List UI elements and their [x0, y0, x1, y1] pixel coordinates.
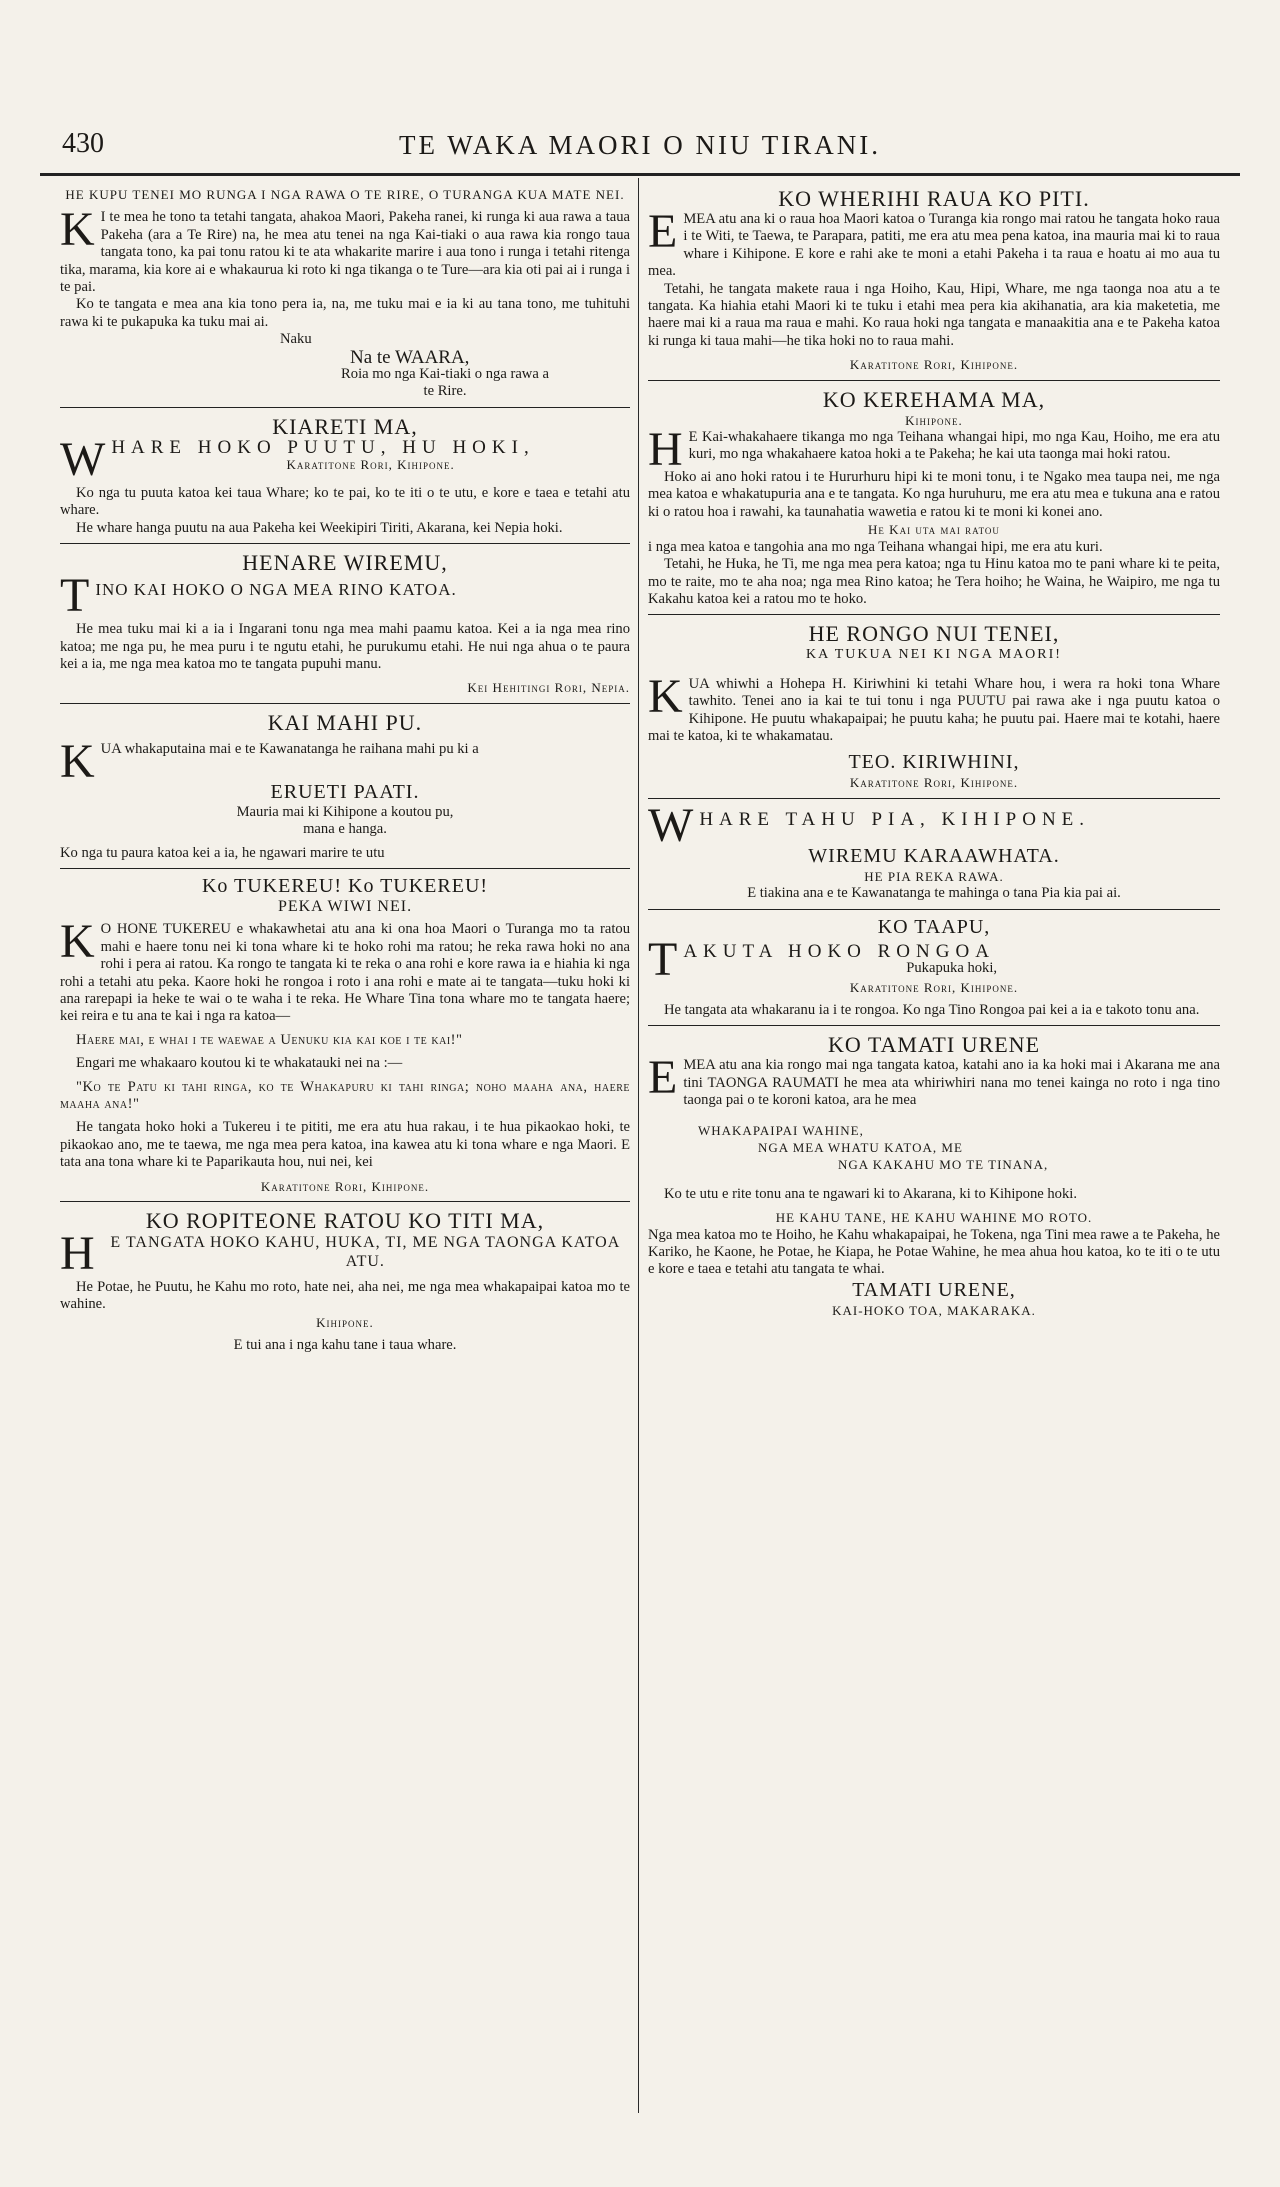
- ad-name: ERUETI PAATI.: [270, 780, 420, 803]
- drop-cap: W: [60, 438, 106, 479]
- page-number: 430: [62, 128, 104, 159]
- drop-cap: H: [648, 429, 683, 470]
- separator: [60, 543, 630, 544]
- ad-body: UA whiwhi a Hohepa H. Kiriwhini ki tetahi Whare hou, i wera ra hoki tona Whare tawhito. Tenei ano ia kai te tui tonu i nga PUUTU pai rawa ake i nga puutu katoa o Kihipone. He puutu whakapaipai; he puutu kaha; he puutu pai. Haere mai te kotahi, haere mai te katoa, ki te whakamatau.: [648, 675, 1220, 744]
- separator: [648, 798, 1220, 799]
- ad-title: HENARE WIREMU,: [242, 550, 448, 576]
- ad-body: He tangata ata whakaranu ia i te rongoa. Ko nga Tino Rongoa pai kei a ia e takoto tonu ana.: [664, 1001, 1200, 1018]
- ad-rire-notice: [60, 186, 630, 401]
- separator: [648, 1025, 1220, 1026]
- ad-henare-wiremu: [60, 550, 630, 697]
- ad-body: Ko te utu e rite tonu ana te ngawari ki to Akarana, ki to Kihipone hoki.: [664, 1185, 1077, 1202]
- ad-title: KO ROPITEONE RATOU KO TITI MA,: [145, 1208, 545, 1234]
- ad-title: KO KEREHAMA MA,: [822, 386, 1046, 412]
- ad-body: E Kai-whakahaere tikanga mo nga Teihana whangai hipi, mo nga Kau, Hoiho, me era atu kuri, mo nga whakahaere katoa hoki a te Pakeha; he kai uta taonga mai hoki ratou.: [688, 429, 1220, 463]
- separator: [60, 407, 630, 408]
- drop-cap: K: [60, 209, 95, 257]
- separator: [60, 703, 630, 704]
- ad-signature: Karatitone Rori, Kihipone.: [849, 775, 1019, 791]
- ad-subhead: HE KAHU TANE, HE KAHU WAHINE MO ROTO.: [775, 1210, 1093, 1226]
- separator: [60, 868, 630, 869]
- header-rule: [40, 173, 1240, 176]
- ad-subtitle: KA TUKUA NEI KI NGA MAORI!: [806, 647, 1062, 663]
- ad-signature: Karatitone Rori, Kihipone.: [849, 979, 1019, 995]
- ad-place: Karatitone Rori, Kihipone.: [286, 457, 455, 473]
- ad-quote: "Ko te Patu ki tahi ringa, ko te Whakapuru ki tahi ringa; noho maaha ana, haere maaha ana!": [60, 1078, 630, 1112]
- ad-title: KO WHERIHI RAUA KO PITI.: [778, 186, 1090, 211]
- ad-signatory: Na te WAARA,: [350, 346, 470, 368]
- ad-subtitle: INO KAI HOKO O NGA MEA RINO KATOA.: [95, 580, 457, 600]
- ad-body: O HONE TUKEREU e whakawhetai atu ana ki ona hoa Maori o Turanga mo ta ratou mahi e haere tonu nei ki tona whare ki te hoko rohi ma ratou; he reka rawa hoki no ana rohi i pera ai ratou. Ka rongo te tangata ki te reka o ana rohi e kore rawa ia e hiahia ki nga rohi a tetahi atu peka. Kaore hoki he rongoa i roto i ana rohi e mate ai te tangata—tuku hoki ki ana rarepapi ia heke te wai o te waha i te reka. He Whare Tina tona whare mo te tangata haere; kei reira e tu ana te kai i nga ra katoa—: [60, 921, 630, 1025]
- ad-title: Ko TUKEREU! Ko TUKEREU!: [201, 874, 489, 897]
- ad-body: i nga mea katoa e tangohia ana mo nga Teihana whangai hipi, me era atu kuri.: [648, 538, 1103, 555]
- ad-from: Naku: [280, 331, 312, 348]
- ad-body: MEA atu ana kia rongo mai nga tangata katoa, katahi ano ia ka hoki mai i Akarana me ana tini TAONGA RAUMATI he mea ata whiriwhiri nana mo tenei kainga no roto i nga tino taonga pai o te koroni katoa, ara he mea: [683, 1057, 1220, 1109]
- drop-cap: T: [648, 938, 678, 979]
- ad-body: Ko nga tu paura katoa kei a ia, he ngawari marire te utu: [60, 844, 385, 861]
- ad-whare-tahu-pia: [648, 805, 1220, 903]
- ad-subhead: He Kai uta mai ratou: [868, 522, 1000, 538]
- ad-list-item: NGA MEA WHATU KATOA, ME: [758, 1140, 963, 1155]
- separator: [648, 909, 1220, 910]
- ad-body: Nga mea katoa mo te Hoiho, he Kahu whakapaipai, he Tokena, nga Tini mea rawe a te Pakeha, he Kariko, he Kaone, he Potae, he Kiapa, he Potae Wahine, he mea ahua hou katoa, ko te iti o te utu e kore e taea e tetahi atu tangata te whai.: [648, 1226, 1220, 1278]
- ad-kerehama: [648, 387, 1220, 609]
- drop-cap: T: [60, 575, 90, 616]
- ad-body: Hoko ai ano hoki ratou i te Hururhuru hipi ki te moni tonu, i te Ngako mea taupa nei, me nga mea katoa e whakatupuria ana e te tangata. Ko nga huruhuru, me era atu mea e tukuna ana e ratou ki o ratou hoa i rawahi, ka taunahatia wawetia e ratou ki te moni ki konei ano.: [648, 469, 1220, 520]
- ad-body: Ko te tangata e mea ana kia tono pera ia, na, me tuku mai e ia ki au tana tono, me tuhituhi rawa ki te pukapuka ka tuku mai ai.: [60, 296, 630, 330]
- ad-title: HARE TAHU PIA, KIHIPONE.: [699, 808, 1091, 830]
- ad-signature: Karatitone Rori, Kihipone.: [849, 357, 1019, 373]
- column-divider: [638, 178, 639, 2113]
- ad-rongo-nui: [648, 621, 1220, 791]
- ad-signature: KAI-HOKO TOA, MAKARAKA.: [832, 1302, 1036, 1318]
- ad-title: HE RONGO NUI TENEI,: [808, 621, 1060, 647]
- drop-cap: K: [648, 675, 683, 723]
- ad-body: He Potae, he Puutu, he Kahu mo roto, hate nei, aha nei, me nga mea whakapaipai katoa mo te wahine.: [60, 1279, 630, 1313]
- ad-body: Engari me whakaaro koutou ki te whakatauki nei na :—: [76, 1055, 403, 1072]
- separator: [648, 380, 1220, 381]
- ad-body: UA whakaputaina mai e te Kawanatanga he raihana mahi pu ki a: [100, 740, 479, 757]
- ad-body: I te mea he tono ta tetahi tangata, ahakoa Maori, Pakeha ranei, ki runga ki aua rawa a taua Pakeha (ara a Te Rire) na, he mea atu tenei na nga Kai-tiaki o aua rawa kia rongo taua tangata tono, ka pai tonu ratou ki te ata whakarite marire i aua tono i runga i tetahi ritenga tika, marama, kia kore ai e whakaurua ki roto ki nga tikanga o te Ture—ara kia oti pai ai i runga i te pai.: [60, 209, 630, 296]
- ad-wherihi-piti: [648, 186, 1220, 374]
- left-column: [60, 186, 630, 2116]
- ad-kai-mahi-pu: [60, 710, 630, 862]
- ad-body: Tetahi, he Huka, he Ti, me nga mea pera katoa; nga tu Hinu katoa mo te pani whare ki te peita, mo te raite, mo te aha noa; nga mea Rino katoa; he Tera hoiho; he Waina, he Waipiro, me nga tu Kakahu katoa kei a ratou mo te hoko.: [648, 556, 1220, 607]
- ad-title: KO TAAPU,: [877, 915, 991, 938]
- ad-title: KIARETI MA,: [272, 413, 418, 439]
- page-title: TE WAKA MAORI O NIU TIRANI.: [399, 130, 881, 160]
- ad-role: Roia mo nga Kai-tiaki o nga rawa a te Rire.: [341, 366, 549, 400]
- page-header: [40, 128, 1240, 168]
- drop-cap: W: [648, 804, 694, 845]
- ad-body: MEA atu ana ki o raua hoa Maori katoa o Turanga kia rongo mai ratou he tangata hoko raua i te Witi, te Taewa, te Parapara, patiti, me era atu mea pena katoa, ina mauria mai ki to raua whare i Kihipone. E kore e rahi ake te moni a etahi Pakeha i ta raua e hoatu ai mo aua tu mea.: [648, 211, 1220, 280]
- ad-name: WIREMU KARAAWHATA.: [808, 844, 1060, 867]
- ad-ropiteone: [60, 1208, 630, 1355]
- ad-place: Kihipone.: [316, 1314, 374, 1330]
- ad-subhead: HE PIA REKA RAWA.: [864, 868, 1004, 884]
- drop-cap: E: [648, 211, 678, 258]
- ad-subtitle: AKUTA HOKO RONGOA: [683, 940, 995, 962]
- ad-signature: Karatitone Rori, Kihipone.: [260, 1178, 430, 1194]
- ad-body: He mea tuku mai ki a ia i Ingarani tonu nga mea mahi paamu katoa. Kei a ia nga mea rino katoa; me nga pu, he mea puru i te ngutu etahi, he purukumu etahi. He nui nga ahua o te paura kei a ia, me nga mea katoa mo te tangata pupuhi manu.: [60, 621, 630, 672]
- ad-name: TAMATI URENE,: [852, 1278, 1016, 1301]
- drop-cap: E: [648, 1057, 678, 1105]
- ad-body: E tui ana i nga kahu tane i taua whare.: [233, 1337, 457, 1354]
- ad-line: mana e hanga.: [303, 821, 387, 838]
- ad-place: Kihipone.: [905, 412, 963, 428]
- ad-body: Tetahi, he tangata makete raua i nga Hoiho, Kau, Hipi, Whare, me nga taonga noa atu a te tangata. Ka hiahia etahi Maori ki te tuku i etahi mea pera kia akihanatia, ara kia maketetia, me haere mai ki a raua ma raua e mahi. Ko raua hoki nga tangata e manaakitia ana e te Pakeha katoa ki runga ki taua mahi—he tika hoki no to raua mahi.: [648, 280, 1220, 349]
- ad-title: KO TAMATI URENE: [827, 1032, 1041, 1058]
- ad-list-item: NGA KAKAHU MO TE TINANA,: [838, 1157, 1049, 1173]
- separator: [60, 1201, 630, 1202]
- ad-line: Pukapuka hoki,: [906, 959, 998, 976]
- ad-body: E tiakina ana e te Kawanatanga te mahinga o tana Pia kia pai ai.: [747, 885, 1121, 902]
- ad-tukereu: [60, 875, 630, 1195]
- ad-subtitle: HARE HOKO PUUTU, HU HOKI,: [111, 438, 535, 458]
- ad-subtitle: PEKA WIWI NEI.: [277, 897, 413, 915]
- ad-title: KAI MAHI PU.: [267, 709, 423, 735]
- ad-body: Ko nga tu puuta katoa kei taua Whare; ko te pai, ko te iti o te utu, e kore e taea e tetahi atu whare.: [60, 484, 630, 519]
- ad-tamati-urene: [648, 1032, 1220, 1319]
- ad-taapu: [648, 916, 1220, 1020]
- right-column: [648, 186, 1220, 2116]
- ad-subtitle: E TANGATA HOKO KAHU, HUKA, TI, ME NGA TAONGA KATOA ATU.: [110, 1234, 621, 1271]
- ad-heading: HE KUPU TENEI MO RUNGA I NGA RAWA O TE RIRE, O TURANGA KUA MATE NEI.: [65, 187, 625, 202]
- ad-kiareti: [60, 414, 630, 537]
- ad-quote: Haere mai, e whai i te waewae a Uenuku kia kai koe i te kai!": [76, 1031, 463, 1048]
- ad-body: He whare hanga puutu na aua Pakeha kei Weekipiri Tiriti, Akarana, kei Nepia hoki.: [76, 519, 563, 536]
- drop-cap: K: [60, 740, 95, 781]
- ad-signature: Kei Hehitingi Rori, Nepia.: [467, 680, 630, 696]
- ad-list-item: WHAKAPAIPAI WAHINE,: [698, 1122, 864, 1138]
- ad-line: Mauria mai ki Kihipone a koutou pu,: [236, 803, 454, 820]
- ad-body: He tangata hoko hoki a Tukereu i te pititi, me era atu hua rakau, i te hua pikaokao hoki, te pikaokao ano, me te taewa, me nga mea pera katoa, ina kawea atu ki tona whare e nga Maori. E tata ana tona whare ki te Paparikauta hou, nui nei, kei: [60, 1119, 630, 1171]
- separator: [648, 614, 1220, 615]
- drop-cap: H: [60, 1233, 95, 1274]
- ad-name: TEO. KIRIWHINI,: [848, 751, 1020, 774]
- drop-cap: K: [60, 921, 95, 969]
